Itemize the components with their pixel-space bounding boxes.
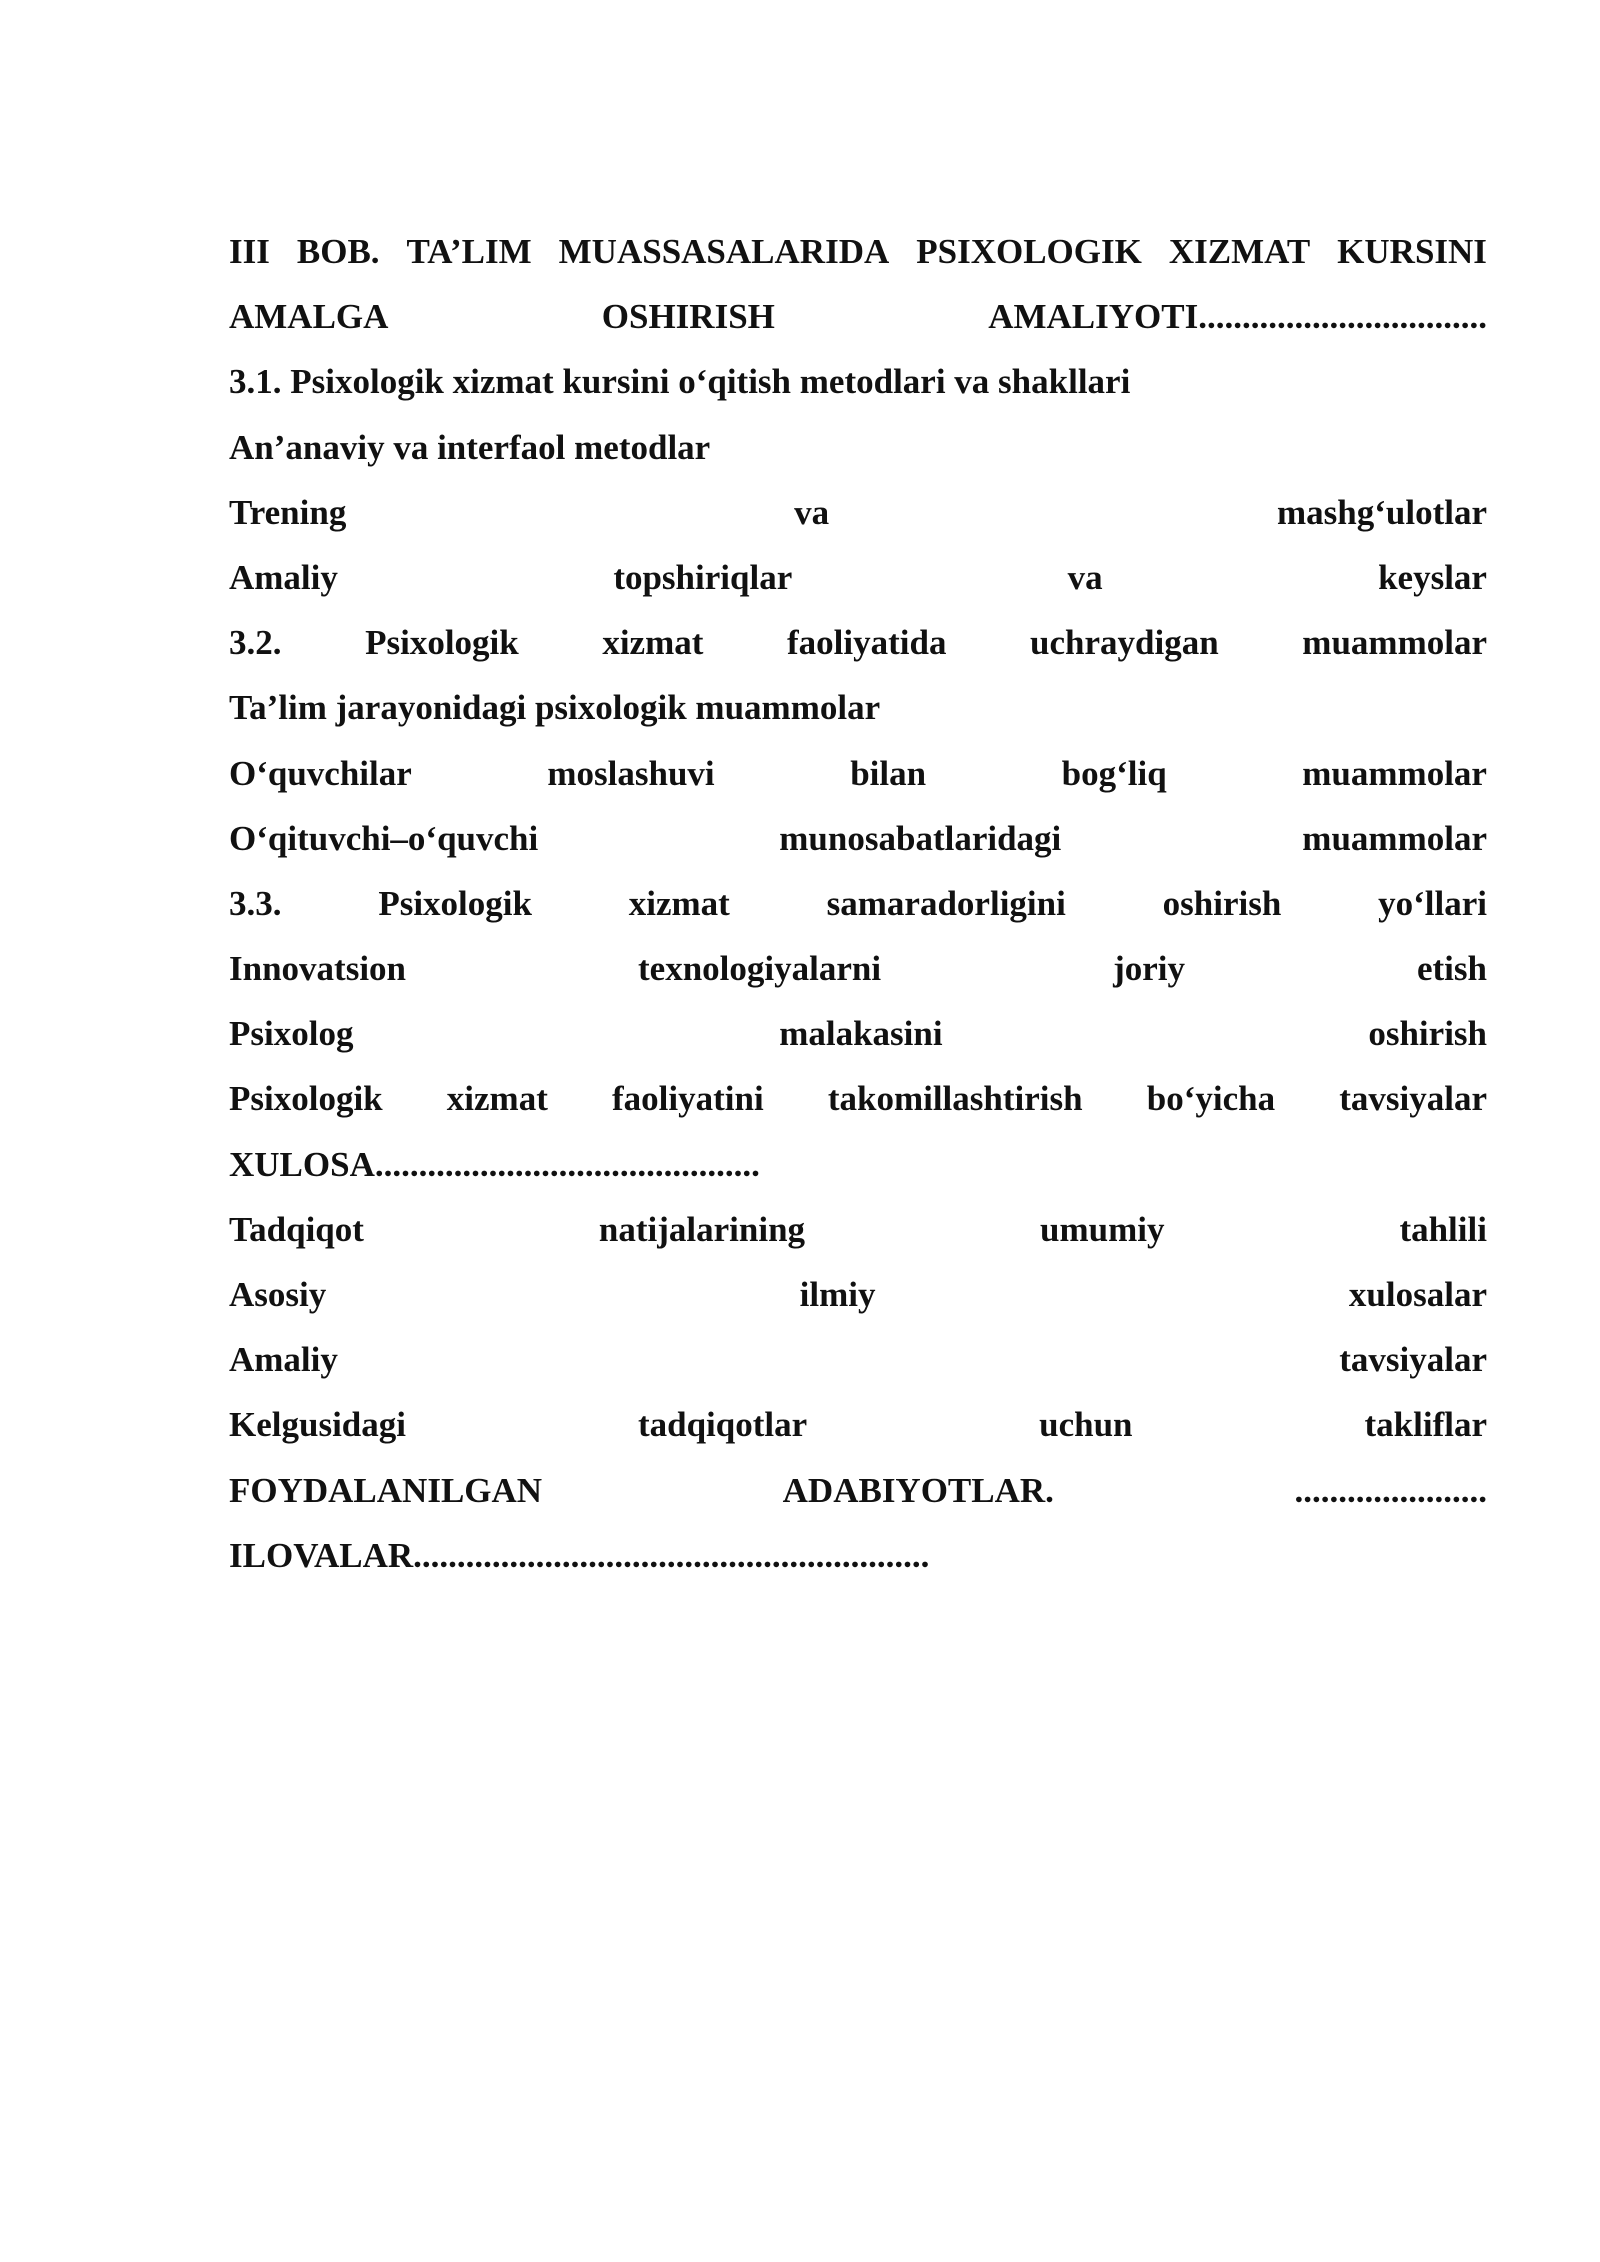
toc-word: ...................... — [1294, 1470, 1487, 1510]
toc-text: 3.1. Psixologik xizmat kursini o‘qitish metodlari va shakllari — [229, 362, 1131, 402]
toc-word: ilmiy — [799, 1275, 876, 1314]
toc-word: tahlili — [1399, 1209, 1487, 1249]
toc-line — [229, 356, 1487, 421]
toc-line — [229, 291, 1487, 356]
toc-word: AMALGA — [229, 297, 389, 337]
toc-word: Tadqiqot — [229, 1209, 364, 1249]
toc-line — [229, 1008, 1487, 1073]
toc-word: bog‘liq — [1061, 753, 1167, 793]
toc-text: XULOSA............................................ — [229, 1144, 760, 1184]
toc-word: KURSINI — [1337, 232, 1487, 271]
toc-line — [229, 1139, 1487, 1204]
toc-word: oshirish — [1368, 1014, 1487, 1054]
toc-word: takliflar — [1364, 1405, 1487, 1445]
toc-line — [229, 552, 1487, 617]
toc-word: bilan — [850, 753, 927, 793]
toc-word: joriy — [1113, 949, 1185, 989]
table-of-contents — [229, 226, 1487, 1595]
toc-word: 3.3. — [229, 883, 282, 923]
toc-word: munosabatlaridagi — [779, 818, 1062, 858]
toc-word: Psixologik — [365, 623, 519, 663]
toc-word: muammolar — [1302, 818, 1487, 858]
toc-word: FOYDALANILGAN — [229, 1470, 543, 1510]
toc-word: va — [794, 492, 830, 532]
toc-word: xizmat — [446, 1079, 548, 1119]
toc-line — [229, 682, 1487, 747]
toc-word: Asosiy — [229, 1275, 327, 1314]
toc-word: faoliyatida — [787, 623, 947, 663]
toc-line — [229, 487, 1487, 552]
toc-line — [229, 226, 1487, 291]
toc-word: O‘qituvchi–o‘quvchi — [229, 818, 539, 858]
toc-line — [229, 1269, 1487, 1334]
toc-word: natijalarining — [598, 1209, 806, 1249]
toc-word: va — [1067, 557, 1103, 597]
toc-word: uchraydigan — [1030, 623, 1219, 663]
toc-line — [229, 1073, 1487, 1138]
toc-word: PSIXOLOGIK — [916, 232, 1142, 271]
toc-word: TA’LIM — [406, 232, 532, 271]
toc-word: Psixologik — [229, 1079, 383, 1119]
toc-word: moslashuvi — [547, 753, 715, 793]
toc-word: xulosalar — [1348, 1275, 1487, 1314]
toc-word: uchun — [1039, 1405, 1133, 1445]
toc-word: takomillashtirish — [827, 1079, 1083, 1119]
toc-word: tavsiyalar — [1339, 1079, 1487, 1119]
toc-word: tavsiyalar — [1339, 1340, 1487, 1380]
toc-text: Ta’lim jarayonidagi psixologik muammolar — [229, 688, 881, 728]
toc-line — [229, 1204, 1487, 1269]
toc-word: texnologiyalarni — [638, 949, 882, 989]
toc-word: xizmat — [628, 883, 730, 923]
toc-word: ADABIYOTLAR. — [782, 1470, 1054, 1510]
toc-word: Innovatsion — [229, 949, 407, 989]
toc-word: tadqiqotlar — [637, 1405, 808, 1445]
toc-word: III — [229, 232, 270, 271]
toc-word: Psixolog — [229, 1014, 354, 1054]
toc-word: OSHIRISH — [601, 297, 775, 337]
toc-word: Amaliy — [229, 1340, 338, 1380]
toc-line — [229, 943, 1487, 1008]
toc-text: ILOVALAR........................................................... — [229, 1535, 930, 1575]
toc-word: BOB. — [296, 232, 380, 271]
toc-word: umumiy — [1040, 1209, 1165, 1249]
toc-line — [229, 1530, 1487, 1595]
toc-word: keyslar — [1378, 557, 1487, 597]
toc-word: MUASSASALARIDA — [558, 232, 890, 271]
toc-line — [229, 813, 1487, 878]
toc-text: An’anaviy va interfaol metodlar — [229, 427, 711, 467]
toc-word: XIZMAT — [1168, 232, 1311, 271]
toc-word: muammolar — [1302, 623, 1487, 663]
toc-line — [229, 1465, 1487, 1530]
toc-word: xizmat — [602, 623, 704, 663]
toc-line — [229, 1334, 1487, 1399]
toc-line — [229, 748, 1487, 813]
toc-word: mashg‘ulotlar — [1277, 492, 1487, 532]
toc-line — [229, 1399, 1487, 1464]
toc-word: bo‘yicha — [1146, 1079, 1276, 1119]
toc-word: faoliyatini — [612, 1079, 764, 1119]
toc-word: Psixologik — [378, 883, 532, 923]
toc-line — [229, 617, 1487, 682]
toc-word: malakasini — [779, 1014, 943, 1054]
toc-word: samaradorligini — [826, 883, 1066, 923]
toc-word: Amaliy — [229, 557, 338, 597]
toc-word: etish — [1416, 949, 1487, 989]
toc-word: yo‘llari — [1378, 883, 1487, 923]
toc-word: Kelgusidagi — [229, 1405, 406, 1445]
toc-word: oshirish — [1162, 883, 1282, 923]
toc-word: AMALIYOTI................................. — [988, 297, 1487, 337]
toc-word: topshiriqlar — [613, 557, 793, 597]
toc-word: 3.2. — [229, 623, 282, 663]
toc-word: O‘quvchilar — [229, 753, 412, 793]
toc-line — [229, 878, 1487, 943]
toc-word: muammolar — [1302, 753, 1487, 793]
toc-word: Trening — [229, 492, 347, 532]
toc-line — [229, 422, 1487, 487]
